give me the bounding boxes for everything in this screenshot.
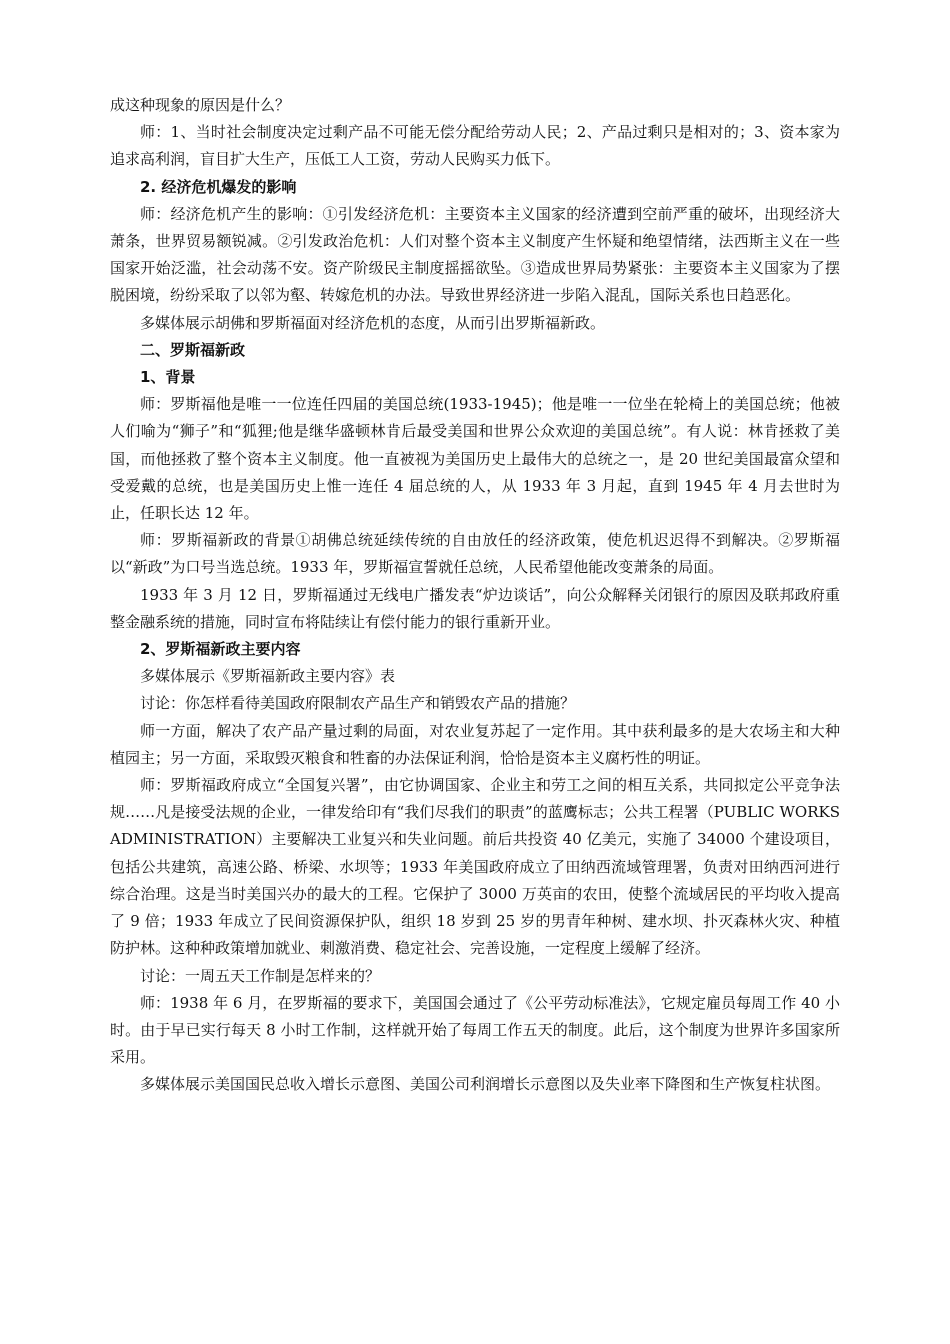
paragraph-multimedia-charts: 多媒体展示美国国民总收入增长示意图、美国公司利润增长示意图以及失业率下降图和生产恢复柱状图。 [140, 1075, 831, 1094]
paragraph-agriculture-answer: 师一方面，解决了农产品产量过剩的局面，对农业复苏起了一定作用。其中获利最多的是大农场主和大种植园主；另一方面，采取毁灭粮食和牲畜的办法保证利润，恰恰是资本主义腐朽性的明证。 [110, 721, 840, 767]
heading-crisis-impact: 2. 经济危机爆发的影响 [140, 177, 297, 196]
document-page [110, 92, 840, 1099]
paragraph-new-deal-background: 师：罗斯福新政的背景①胡佛总统延续传统的自由放任的经济政策，使危机迟迟得不到解决。②罗斯福以“新政”为口号当选总统。1933 年，罗斯福宣誓就任总统，人民希望他能改变萧条的局面。 [110, 531, 840, 577]
paragraph-recovery-programs: 师：罗斯福政府成立“全国复兴署”，由它协调国家、企业主和劳工之间的相互关系，共同拟定公平竞争法规……凡是接受法规的企业，一律发给印有“我们尽我们的职责”的蓝鹰标志；公共工程署（PUBLIC WORKS ADMINISTRATION）主要解决工业复兴和失业问题。前后共投资 40 亿美元，实施了 34000 个建设项目，包括公共建筑，高速公路、桥梁、水坝等；1933 年美国政府成立了田纳西流域管理署，负责对田纳西河进行综合治理。这是当时美国兴办的最大的工程。它保护了 3000 万英亩的农田，使整个流域居民的平均收入提高了 9 倍；1933 年成立了民间资源保护队，组织 18 岁到 25 岁的男青年种树、建水坝、扑灭森林火灾、种植防护林。这种种政策增加就业、刺激消费、稳定社会、完善设施，一定程度上缓解了经济。 [110, 776, 840, 958]
paragraph-discussion-workweek: 讨论：一周五天工作制是怎样来的？ [140, 966, 381, 985]
paragraph-crisis-effects: 师：经济危机产生的影响：①引发经济危机：主要资本主义国家的经济遭到空前严重的破坏，出现经济大萧条，世界贸易额锐减。②引发政治危机：人们对整个资本主义制度产生怀疑和绝望情绪，法西斯主义在一些国家开始泛滥，社会动荡不安。资产阶级民主制度摇摇欲坠。③造成世界局势紧张：主要资本主义国家为了摆脱困境，纷纷采取了以邻为壑、转嫁危机的办法。导致世界经济进一步陷入混乱，国际关系也日趋恶化。 [110, 204, 840, 305]
paragraph-fireside-chat: 1933 年 3 月 12 日，罗斯福通过无线电广播发表“炉边谈话”，向公众解释关闭银行的原因及联邦政府重整金融系统的措施，同时宣布将陆续让有偿付能力的银行重新开业。 [110, 585, 840, 631]
heading-background: 1、背景 [140, 368, 196, 387]
heading-main-content: 2、罗斯福新政主要内容 [140, 640, 301, 659]
paragraph-teacher-causes: 师：1、当时社会制度决定过剩产品不可能无偿分配给劳动人民；2、产品过剩只是相对的；3、资本家为追求高利润，盲目扩大生产，压低工人工资，劳动人民购买力低下。 [110, 123, 840, 169]
paragraph-discussion-agriculture: 讨论：你怎样看待美国政府限制农产品生产和销毁农产品的措施？ [140, 694, 576, 713]
heading-new-deal: 二、罗斯福新政 [140, 340, 246, 359]
paragraph-multimedia-hoover-roosevelt: 多媒体展示胡佛和罗斯福面对经济危机的态度，从而引出罗斯福新政。 [140, 313, 606, 332]
paragraph-fair-labor-act: 师：1938 年 6 月，在罗斯福的要求下，美国国会通过了《公平劳动标准法》，它规定雇员每周工作 40 小时。由于早已实行每天 8 小时工作制，这样就开始了每周工作五天的制度。此后，这个制度为世界许多国家所采用。 [110, 993, 840, 1067]
paragraph-continued-question: 成这种现象的原因是什么？ [110, 96, 291, 114]
paragraph-roosevelt-bio: 师：罗斯福他是唯一一位连任四届的美国总统(1933-1945)；他是唯一一位坐在轮椅上的美国总统；他被人们喻为“狮子”和“狐狸;他是继华盛顿林肯后最受美国和世界公众欢迎的美国总统”。有人说：林肯拯救了美国，而他拯救了整个资本主义制度。他一直被视为美国历史上最伟大的总统之一，是 20 世纪美国最富众望和受爱戴的总统，也是美国历史上惟一连任 4 届总统的人，从 1933 年 3 月起，直到 1945 年 4 月去世时为止，任职长达 12 年。 [110, 395, 840, 523]
paragraph-multimedia-table: 多媒体展示《罗斯福新政主要内容》表 [140, 667, 396, 686]
